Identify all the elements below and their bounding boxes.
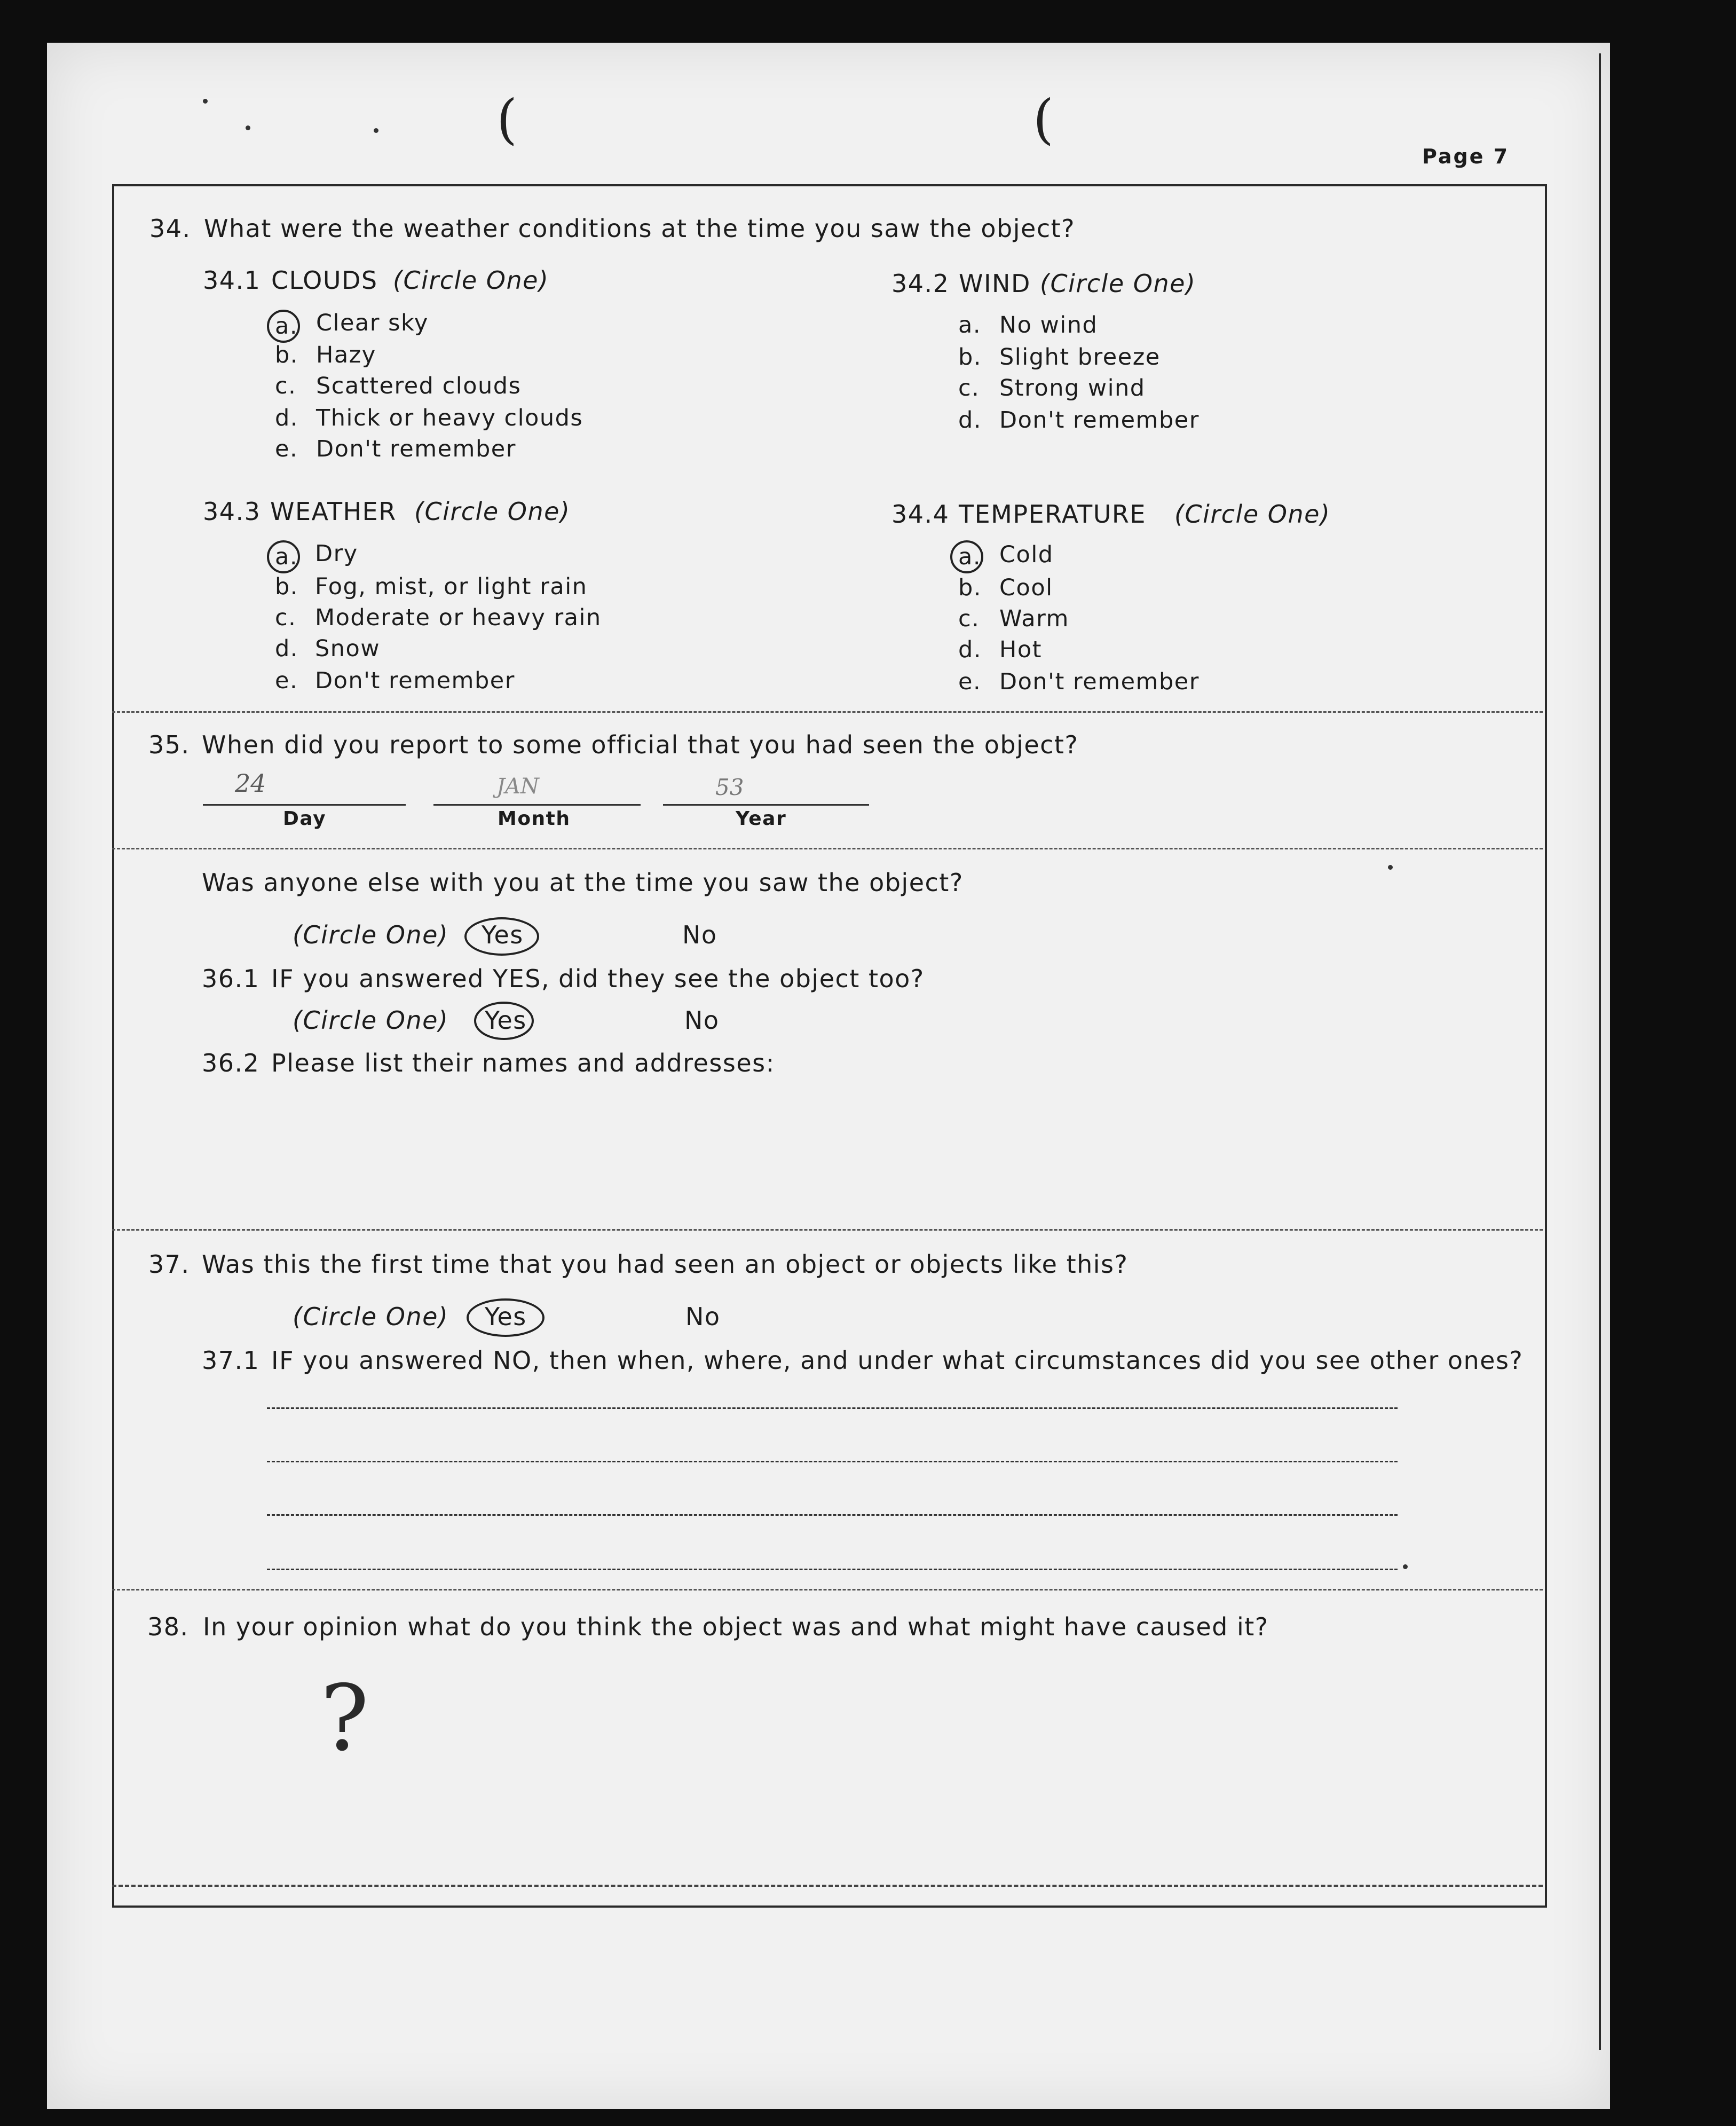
q36-1-hint: (Circle One)	[293, 1006, 449, 1035]
wind-option-letter[interactable]: a.	[958, 312, 982, 338]
clouds-option-letter[interactable]: d.	[275, 405, 298, 431]
day-label: Day	[283, 808, 327, 830]
weather-option-dry[interactable]: Dry	[315, 540, 358, 567]
q38-question: In your opinion what do you think the object was and what might have caused it?	[203, 1612, 1269, 1641]
weather-hint: (Circle One)	[414, 497, 571, 526]
temperature-option-letter[interactable]: c.	[958, 605, 980, 632]
temperature-title: TEMPERATURE	[959, 500, 1146, 529]
q36-hint: (Circle One)	[293, 920, 449, 949]
q37-number: 37.	[148, 1250, 190, 1279]
year-handwritten[interactable]: 53	[715, 774, 744, 800]
temperature-number: 34.4	[891, 500, 950, 529]
month-handwritten[interactable]: JAN	[496, 774, 539, 799]
temperature-option-letter[interactable]: d.	[958, 636, 982, 663]
q37-no[interactable]: No	[685, 1302, 721, 1331]
temperature-option-warm[interactable]: Warm	[999, 605, 1069, 632]
wind-option-slight[interactable]: Slight breeze	[999, 344, 1161, 371]
page-edge-line	[1599, 53, 1601, 2050]
q37-1-number: 37.1	[202, 1346, 260, 1375]
q37-yes[interactable]: Yes	[485, 1302, 527, 1331]
wind-option-letter[interactable]: b.	[958, 344, 982, 371]
weather-option-letter[interactable]: b.	[275, 573, 298, 600]
q36-1-number: 36.1	[202, 964, 260, 993]
clouds-option-letter[interactable]: c.	[275, 373, 297, 399]
weather-option-dont-remember[interactable]: Don't remember	[315, 667, 515, 694]
weather-option-letter[interactable]: e.	[275, 667, 298, 694]
q36-yes[interactable]: Yes	[482, 920, 524, 949]
q37-hint: (Circle One)	[293, 1302, 449, 1331]
day-line	[203, 804, 406, 806]
section-divider	[112, 848, 1543, 849]
weather-option-rain[interactable]: Moderate or heavy rain	[315, 604, 602, 631]
q36-1-question: IF you answered YES, did they see the object too?	[271, 964, 925, 993]
q36-no[interactable]: No	[682, 920, 717, 949]
temperature-option-letter[interactable]: a.	[958, 544, 982, 570]
temperature-option-dont-remember[interactable]: Don't remember	[999, 668, 1200, 695]
q35-number: 35.	[148, 730, 190, 759]
q36-2-number: 36.2	[202, 1049, 260, 1077]
clouds-option-letter[interactable]: b.	[275, 342, 298, 368]
clouds-option-letter[interactable]: a.	[275, 313, 298, 340]
temperature-hint: (Circle One)	[1174, 500, 1331, 529]
scan-mark: (	[1033, 88, 1054, 151]
temperature-option-hot[interactable]: Hot	[999, 636, 1043, 663]
section-divider	[112, 1885, 1543, 1887]
q35-question: When did you report to some official that you had seen the object?	[202, 730, 1079, 759]
q38-handwritten-answer[interactable]: ?	[320, 1666, 369, 1771]
speck	[246, 125, 250, 130]
page-number: Page 7	[1422, 145, 1510, 168]
answer-line[interactable]	[267, 1514, 1398, 1516]
clouds-number: 34.1	[203, 266, 261, 295]
speck	[1388, 865, 1393, 870]
month-label: Month	[498, 808, 571, 830]
wind-option-letter[interactable]: c.	[958, 375, 980, 401]
q36-1-yes[interactable]: Yes	[485, 1006, 527, 1035]
clouds-title: CLOUDS	[271, 266, 378, 295]
q36-1-no[interactable]: No	[684, 1006, 720, 1035]
q36-2-question: Please list their names and addresses:	[271, 1049, 775, 1077]
clouds-option-heavy[interactable]: Thick or heavy clouds	[316, 405, 583, 431]
month-line	[433, 804, 641, 806]
weather-title: WEATHER	[270, 497, 397, 526]
q37-1-question: IF you answered NO, then when, where, and under what circumstances did you see other ones?	[271, 1346, 1524, 1375]
temperature-option-cold[interactable]: Cold	[999, 541, 1054, 568]
speck	[203, 99, 208, 104]
answer-line[interactable]	[267, 1569, 1398, 1570]
section-divider	[112, 711, 1543, 713]
clouds-option-scattered[interactable]: Scattered clouds	[316, 373, 522, 399]
year-line	[663, 804, 869, 806]
answer-line[interactable]	[267, 1461, 1398, 1462]
wind-option-dont-remember[interactable]: Don't remember	[999, 407, 1200, 434]
clouds-option-letter[interactable]: e.	[275, 436, 298, 462]
q37-question: Was this the first time that you had seen an object or objects like this?	[202, 1250, 1129, 1279]
weather-option-snow[interactable]: Snow	[315, 635, 381, 662]
wind-option-strong[interactable]: Strong wind	[999, 375, 1146, 401]
wind-option-no-wind[interactable]: No wind	[999, 312, 1098, 338]
weather-number: 34.3	[203, 497, 261, 526]
q38-number: 38.	[147, 1612, 189, 1641]
q36-question: Was anyone else with you at the time you saw the object?	[202, 868, 964, 897]
answer-line[interactable]	[267, 1407, 1398, 1409]
weather-option-letter[interactable]: c.	[275, 604, 297, 631]
day-handwritten[interactable]: 24	[235, 769, 266, 798]
clouds-hint: (Circle One)	[393, 266, 549, 295]
wind-option-letter[interactable]: d.	[958, 407, 982, 434]
wind-number: 34.2	[891, 269, 950, 298]
clouds-option-hazy[interactable]: Hazy	[316, 342, 376, 368]
speck	[1403, 1564, 1408, 1569]
section-divider	[112, 1589, 1543, 1590]
section-divider	[112, 1229, 1543, 1231]
weather-option-letter[interactable]: d.	[275, 635, 298, 662]
speck	[374, 128, 378, 133]
temperature-option-cool[interactable]: Cool	[999, 574, 1053, 601]
temperature-option-letter[interactable]: e.	[958, 668, 982, 695]
year-label: Year	[736, 808, 787, 830]
q34-number: 34.	[149, 214, 191, 243]
wind-title: WIND	[959, 269, 1031, 298]
weather-option-letter[interactable]: a.	[275, 544, 298, 570]
clouds-option-dont-remember[interactable]: Don't remember	[316, 436, 516, 462]
q34-question: What were the weather conditions at the time you saw the object?	[204, 214, 1076, 243]
scan-mark: (	[496, 88, 518, 151]
clouds-option-clear-sky[interactable]: Clear sky	[316, 310, 429, 336]
weather-option-fog[interactable]: Fog, mist, or light rain	[315, 573, 588, 600]
temperature-option-letter[interactable]: b.	[958, 574, 982, 601]
wind-hint: (Circle One)	[1040, 269, 1196, 298]
